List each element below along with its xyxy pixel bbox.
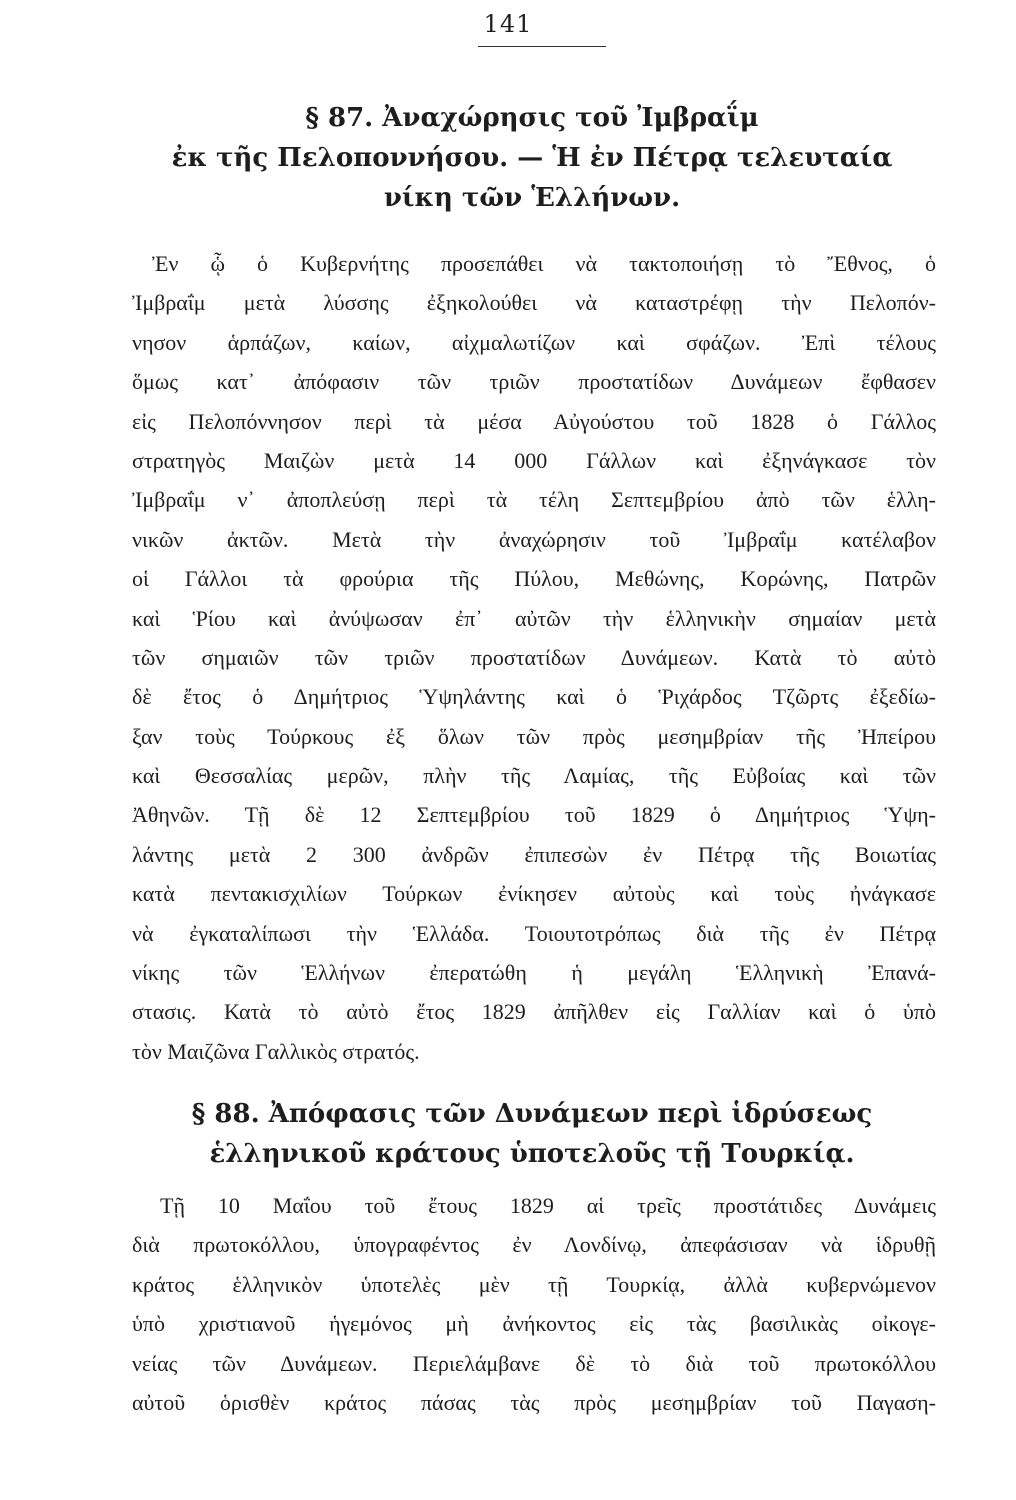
heading-line: ἑλληνικοῦ κράτους ὑποτελοῦς τῇ Τουρκίᾳ. bbox=[209, 1139, 855, 1169]
text-line: οἱ Γάλλοι τὰ φρούρια τῆς Πύλου, Μεθώνης, Κορώνης, Πατρῶν bbox=[132, 566, 936, 592]
page-number: 141 bbox=[483, 10, 533, 38]
page-number-rule bbox=[478, 46, 606, 47]
text-line: Ἰμβραΐμ ν᾿ ἀποπλεύσῃ περὶ τὰ τέλη Σεπτεμβρίου ἀπὸ τῶν ἑλλη- bbox=[132, 487, 936, 513]
section-87-heading bbox=[110, 98, 954, 218]
heading-line: ἐκ τῆς Πελοποννήσου. — Ἡ ἐν Πέτρᾳ τελευταία bbox=[171, 143, 893, 173]
section-88-paragraph bbox=[132, 1186, 936, 1422]
heading-line: νίκη τῶν Ἑλλήνων. bbox=[383, 183, 681, 213]
text-line: κατὰ πεντακισχιλίων Τούρκων ἐνίκησεν αὐτοὺς καὶ τοὺς ἠνάγκασε bbox=[132, 881, 936, 907]
text-line: καὶ Θεσσαλίας μερῶν, πλὴν τῆς Λαμίας, τῆς Εὐβοίας καὶ τῶν bbox=[132, 763, 936, 789]
text-line: ὑπὸ χριστιανοῦ ἡγεμόνος μὴ ἀνήκοντος εἰς τὰς βασιλικὰς οἰκογε- bbox=[132, 1311, 936, 1337]
text-line: Ἀθηνῶν. Τῇ δὲ 12 Σεπτεμβρίου τοῦ 1829 ὁ Δημήτριος Ὑψη- bbox=[132, 802, 936, 828]
text-line: νικῶν ἀκτῶν. Μετὰ τὴν ἀναχώρησιν τοῦ Ἰμβραΐμ κατέλαβον bbox=[132, 526, 936, 552]
text-line: νησον ἁρπάζων, καίων, αἰχμαλωτίζων καὶ σφάζων. Ἐπὶ τέλους bbox=[132, 329, 936, 355]
text-line: ξαν τοὺς Τούρκους ἐξ ὅλων τῶν πρὸς μεσημβρίαν τῆς Ἠπείρου bbox=[132, 723, 936, 749]
text-line: Ἰμβραΐμ μετὰ λύσσης ἐξηκολούθει νὰ καταστρέφῃ τὴν Πελοπόν- bbox=[132, 290, 936, 316]
text-line: νὰ ἐγκαταλίπωσι τὴν Ἑλλάδα. Τοιουτοτρόπως διὰ τῆς ἐν Πέτρᾳ bbox=[132, 920, 936, 946]
section-87-paragraph bbox=[132, 244, 936, 1071]
heading-line: § 87. Ἀναχώρησις τοῦ Ἰμβραΐμ bbox=[305, 103, 759, 133]
text-line: νείας τῶν Δυνάμεων. Περιελάμβανε δὲ τὸ διὰ τοῦ πρωτοκόλλου bbox=[132, 1350, 936, 1376]
text-line: νίκης τῶν Ἑλλήνων ἐπερατώθη ἡ μεγάλη Ἑλληνικὴ Ἐπανά- bbox=[132, 960, 936, 986]
text-line: Τῇ 10 Μαΐου τοῦ ἔτους 1829 αἱ τρεῖς προστάτιδες Δυνάμεις bbox=[160, 1193, 936, 1218]
text-line: τῶν σημαιῶν τῶν τριῶν προστατίδων Δυνάμεων. Κατὰ τὸ αὐτὸ bbox=[132, 644, 936, 670]
section-88-heading bbox=[110, 1094, 954, 1174]
text-line: διὰ πρωτοκόλλου, ὑπογραφέντος ἐν Λονδίνῳ, ἀπεφάσισαν νὰ ἱδρυθῇ bbox=[132, 1232, 936, 1258]
heading-line: § 88. Ἀπόφασις τῶν Δυνάμεων περὶ ἱδρύσεως bbox=[191, 1099, 873, 1129]
text-line: στρατηγὸς Μαιζὼν μετὰ 14 000 Γάλλων καὶ ἐξηνάγκασε τὸν bbox=[132, 447, 936, 473]
text-line: αὐτοῦ ὁρισθὲν κράτος πάσας τὰς πρὸς μεσημβρίαν τοῦ Παγαση- bbox=[132, 1389, 936, 1415]
text-line: κράτος ἑλληνικὸν ὑποτελὲς μὲν τῇ Τουρκίᾳ, ἀλλὰ κυβερνώμενον bbox=[132, 1271, 936, 1297]
text-line: καὶ Ῥίου καὶ ἀνύψωσαν ἐπ᾿ αὐτῶν τὴν ἑλληνικὴν σημαίαν μετὰ bbox=[132, 605, 936, 631]
text-line: τὸν Μαιζῶνα Γαλλικὸς στρατός. bbox=[132, 1038, 420, 1064]
text-line: στασις. Κατὰ τὸ αὐτὸ ἔτος 1829 ἀπῆλθεν εἰς Γαλλίαν καὶ ὁ ὑπὸ bbox=[132, 999, 936, 1025]
text-line: ὅμως κατ᾿ ἀπόφασιν τῶν τριῶν προστατίδων Δυνάμεων ἔφθασεν bbox=[132, 369, 936, 395]
text-line: εἰς Πελοπόννησον περὶ τὰ μέσα Αὐγούστου τοῦ 1828 ὁ Γάλλος bbox=[132, 408, 936, 434]
text-line: λάντης μετὰ 2 300 ἀνδρῶν ἐπιπεσὼν ἐν Πέτρᾳ τῆς Βοιωτίας bbox=[132, 841, 936, 867]
text-line: δὲ ἔτος ὁ Δημήτριος Ὑψηλάντης καὶ ὁ Ῥιχάρδος Τζῶρτς ἐξεδίω- bbox=[132, 684, 936, 710]
text-line: Ἐν ᾧ ὁ Κυβερνήτης προσεπάθει νὰ τακτοποιήσῃ τὸ Ἔθνος, ὁ bbox=[152, 251, 936, 276]
